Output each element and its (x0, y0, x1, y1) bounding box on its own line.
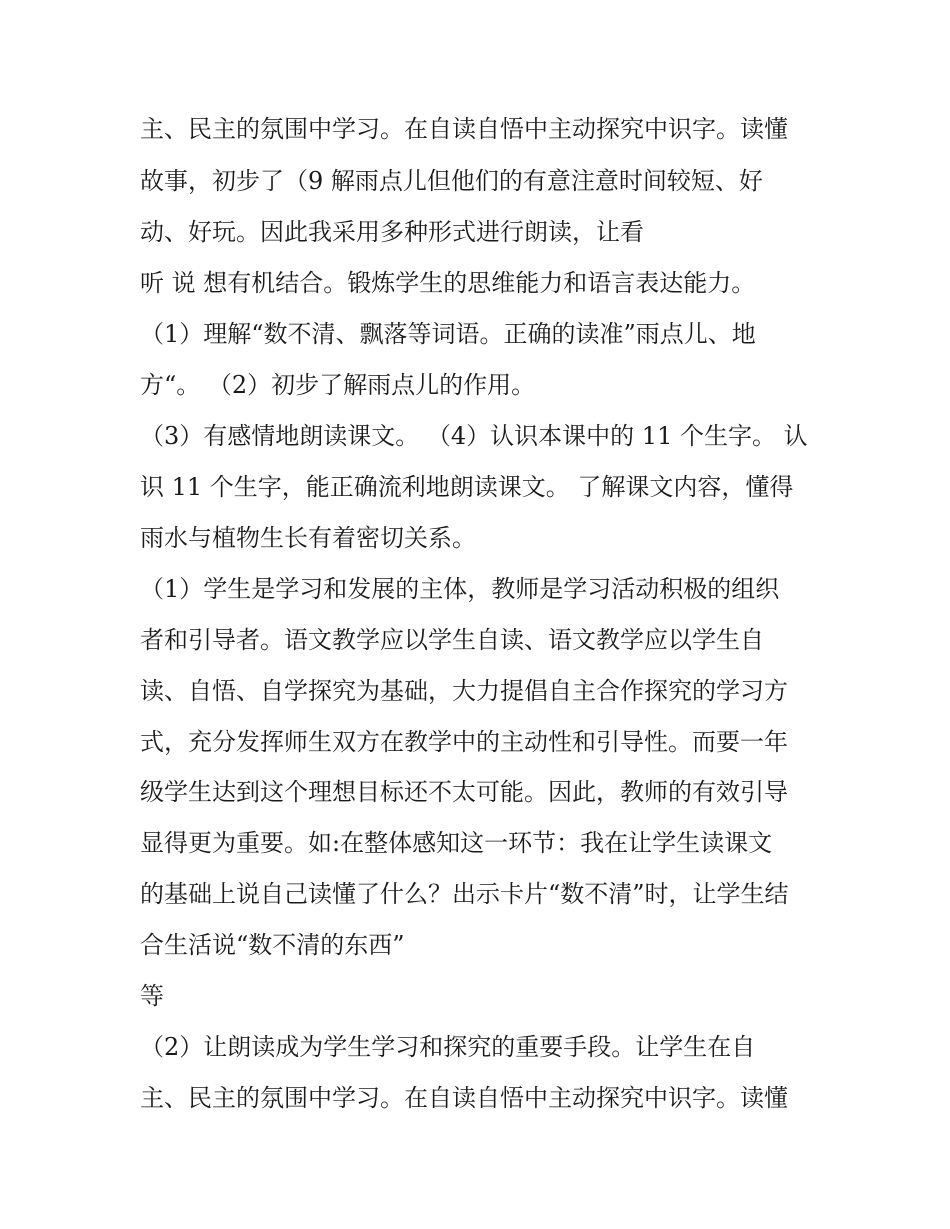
text-line: （3）有感情地朗读课文。 （4）认识本课中的 11 个生字。 认 (140, 422, 808, 450)
text-line: 识 11 个生字，能正确流利地朗读课文。 了解课文内容，懂得 (140, 473, 794, 501)
text-line: 雨水与植物生长有着密切关系。 (140, 524, 476, 552)
text-line: 合生活说“数不清的东西” (140, 931, 405, 959)
text-line: （2）让朗读成为学生学习和探究的重要手段。让学生在自 (140, 1033, 756, 1061)
text-line: 级学生达到这个理想目标还不太可能。因此，教师的有效引导 (140, 778, 788, 806)
text-line: 主、民主的氛围中学习。在自读自悟中主动探究中识字。读懂 (140, 115, 788, 143)
text-line: （1）理解“数不清、飘落等词语。正确的读准”雨点儿、地 (140, 320, 756, 348)
text-line: 者和引导者。语文教学应以学生自读、语文教学应以学生自 (140, 626, 764, 654)
text-line: 的基础上说自己读懂了什么？出示卡片“数不清”时，让学生结 (140, 880, 789, 908)
text-line: 等 (140, 982, 164, 1010)
text-line: 式，充分发挥师生双方在教学中的主动性和引导性。而要一年 (140, 728, 788, 756)
text-line: 动、好玩。因此我采用多种形式进行朗读，让看 (140, 218, 644, 246)
text-line: 故事，初步了（9 解雨点儿但他们的有意注意时间较短、好 (140, 167, 763, 195)
text-line: 听 说 想有机结合。锻炼学生的思维能力和语言表达能力。 (140, 269, 756, 297)
text-line: （1）学生是学习和发展的主体，教师是学习活动积极的组织 (140, 575, 780, 603)
text-line: 主、民主的氛围中学习。在自读自悟中主动探究中识字。读懂 (140, 1084, 788, 1112)
text-line: 显得更为重要。如:在整体感知这一环节：我在让学生读课文 (140, 829, 773, 857)
text-line: 读、自悟、自学探究为基础，大力提倡自主合作探究的学习方 (140, 677, 788, 705)
text-line: 方“。 （2）初步了解雨点儿的作用。 (140, 371, 536, 399)
